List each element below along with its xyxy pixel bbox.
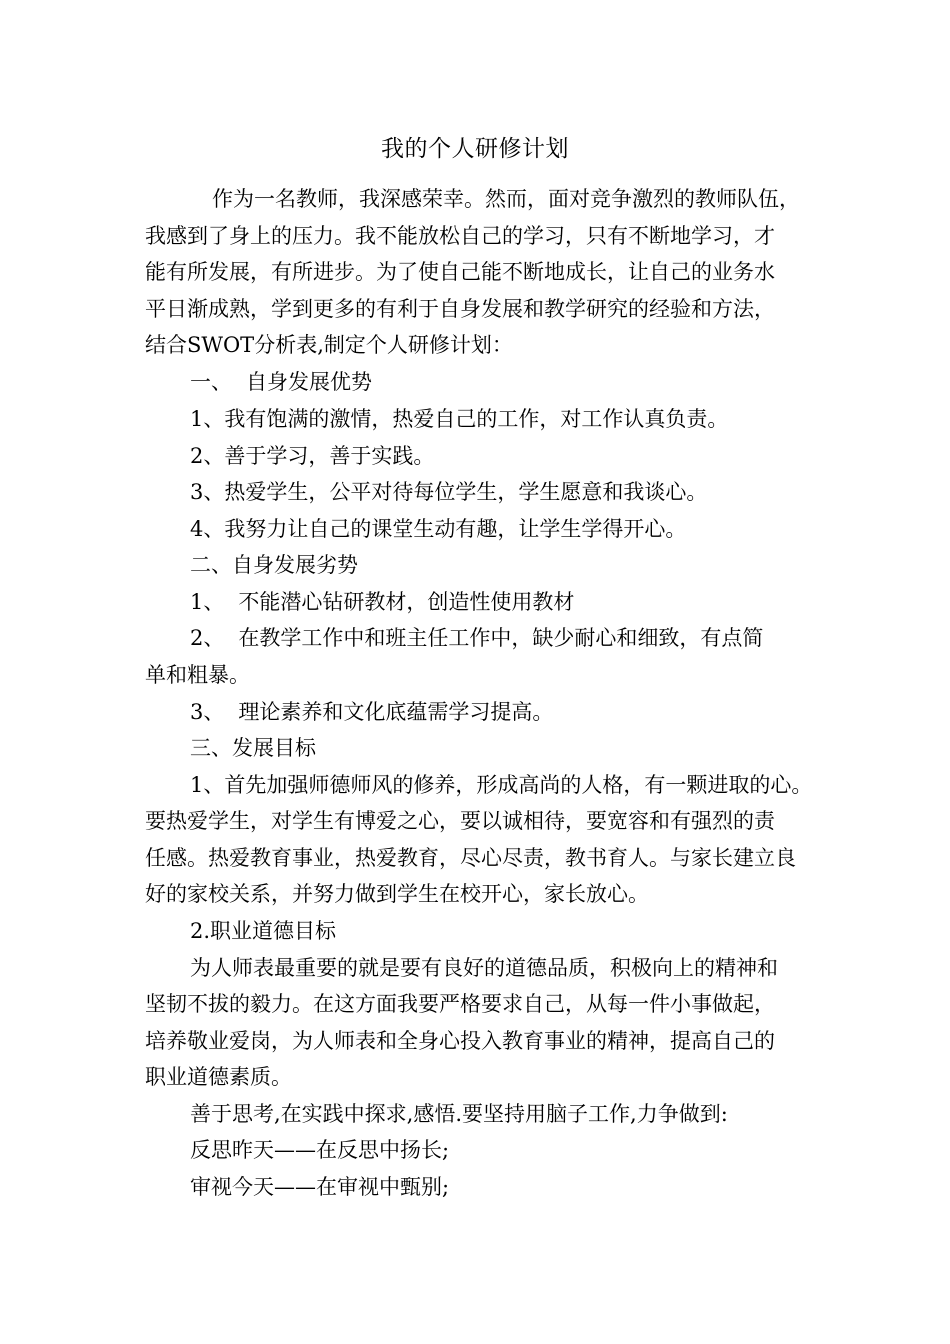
goal2-line: 培养敬业爱岗，为人师表和全身心投入教育事业的精神，提高自己的 bbox=[145, 1029, 775, 1053]
intro-line: 作为一名教师，我深感荣幸。然而，面对竞争激烈的教师队伍， bbox=[212, 187, 800, 211]
strength-item: 1、我有饱满的激情，热爱自己的工作，对工作认真负责。 bbox=[190, 407, 729, 431]
reflect-line: 审视今天——在审视中甄别; bbox=[190, 1175, 450, 1199]
intro-line: 平日渐成熟，学到更多的有利于自身发展和教学研究的经验和方法， bbox=[145, 297, 775, 321]
document-title: 我的个人研修计划 bbox=[381, 136, 569, 162]
weakness-item bbox=[190, 620, 763, 656]
goal2-heading: 2.职业道德目标 bbox=[190, 919, 337, 943]
item-text: 在教学工作中和班主任工作中，缺少耐心和细致，有点简 bbox=[238, 626, 764, 650]
item-text: 理论素养和文化底蕴需学习提高。 bbox=[238, 700, 554, 724]
goal2-line: 职业道德素质。 bbox=[145, 1065, 292, 1089]
goal1-line: 好的家校关系，并努力做到学生在校开心，家长放心。 bbox=[145, 882, 649, 906]
goal2-line: 坚韧不拔的毅力。在这方面我要严格要求自己，从每一件小事做起， bbox=[145, 992, 775, 1016]
item-text: 不能潜心钻研教材，创造性使用教材 bbox=[238, 590, 575, 614]
section-heading-goals: 三、发展目标 bbox=[190, 736, 316, 760]
section-number: 一、 bbox=[190, 370, 232, 394]
reflect-line: 反思昨天——在反思中扬长; bbox=[190, 1138, 450, 1162]
intro-line: 能有所发展，有所进步。为了使自己能不断地成长，让自己的业务水 bbox=[145, 260, 775, 284]
weakness-item bbox=[190, 694, 553, 730]
strength-item: 3、热爱学生，公平对待每位学生，学生愿意和我谈心。 bbox=[190, 480, 708, 504]
intro-line: 我感到了身上的压力。我不能放松自己的学习，只有不断地学习，才 bbox=[145, 224, 775, 248]
section-heading-strengths bbox=[190, 364, 372, 400]
goal1-line: 要热爱学生，对学生有博爱之心，要以诚相待，要宽容和有强烈的责 bbox=[145, 809, 775, 833]
strength-item: 2、善于学习，善于实践。 bbox=[190, 444, 435, 468]
goal2-line: 为人师表最重要的就是要有良好的道德品质，积极向上的精神和 bbox=[190, 956, 778, 980]
section-title: 自身发展优势 bbox=[246, 370, 372, 394]
reflect-line: 善于思考,在实践中探求,感悟.要坚持用脑子工作,力争做到: bbox=[190, 1102, 728, 1126]
item-number: 1、 bbox=[190, 590, 225, 614]
item-number: 3、 bbox=[190, 700, 225, 724]
weakness-item bbox=[190, 584, 574, 620]
goal1-line: 任感。热爱教育事业，热爱教育，尽心尽责，教书育人。与家长建立良 bbox=[145, 846, 796, 870]
section-heading-weaknesses: 二、自身发展劣势 bbox=[190, 553, 358, 577]
item-number: 2、 bbox=[190, 626, 225, 650]
intro-line: 结合SWOT分析表,制定个人研修计划： bbox=[145, 333, 513, 357]
strength-item: 4、我努力让自己的课堂生动有趣，让学生学得开心。 bbox=[190, 517, 687, 541]
weakness-item-continuation: 单和粗暴。 bbox=[145, 663, 250, 687]
goal1-line: 1、首先加强师德师风的修养，形成高尚的人格，有一颗进取的心。 bbox=[190, 773, 813, 797]
